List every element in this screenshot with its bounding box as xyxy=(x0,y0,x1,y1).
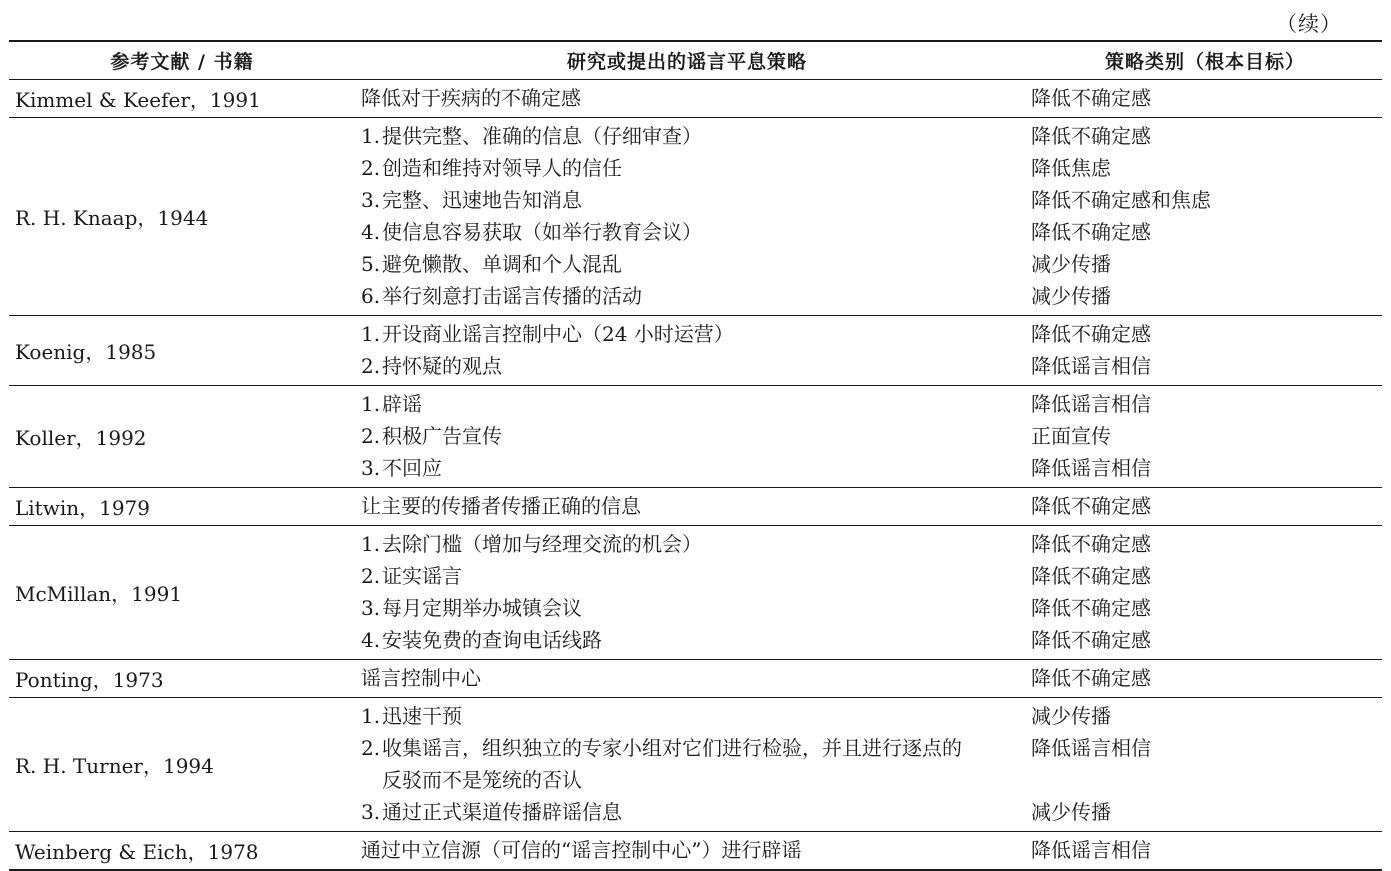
strategy-item xyxy=(361,592,1019,624)
strategy-text: 开设商业谣言控制中心（24 小时运营） xyxy=(382,322,734,346)
header-category: 策略类别（根本目标） xyxy=(1019,41,1382,80)
strategy-text: 迅速干预 xyxy=(382,704,462,728)
strategy-number: 2. xyxy=(361,354,381,378)
strategy-cell xyxy=(355,316,1019,386)
reference-cell xyxy=(9,832,355,871)
strategy-text: 使信息容易获取（如举行教育会议） xyxy=(382,220,702,244)
category-cell xyxy=(1019,526,1382,660)
continued-label: （续） xyxy=(1276,12,1342,36)
strategy-cell xyxy=(355,118,1019,316)
strategy-text: 通过中立信源（可信的“谣言控制中心”）进行辟谣 xyxy=(361,838,802,862)
strategy-text: 持怀疑的观点 xyxy=(382,354,502,378)
strategy-cell xyxy=(355,660,1019,698)
strategy-number: 6. xyxy=(361,284,381,308)
table-row xyxy=(9,832,1382,871)
strategy-number: 4. xyxy=(361,220,381,244)
table-row xyxy=(9,698,1382,832)
strategy-cell xyxy=(355,832,1019,871)
category-text: 降低不确定感 xyxy=(1031,86,1151,110)
category-text: 正面宣传 xyxy=(1031,424,1111,448)
strategy-number: 2. xyxy=(361,156,381,180)
strategy-number: 1. xyxy=(361,392,381,416)
reference-cell xyxy=(9,526,355,660)
table-row xyxy=(9,316,1382,386)
strategy-text: 积极广告宣传 xyxy=(382,424,502,448)
strategy-text: 完整、迅速地告知消息 xyxy=(382,188,582,212)
category-text: 降低不确定感 xyxy=(1031,322,1151,346)
table-header-row xyxy=(9,41,1382,80)
reference-cell xyxy=(9,80,355,118)
strategy-number: 1. xyxy=(361,124,381,148)
category-spacer xyxy=(1031,764,1382,796)
category-cell xyxy=(1019,386,1382,488)
strategy-number: 4. xyxy=(361,628,381,652)
category-text: 降低谣言相信 xyxy=(1031,354,1151,378)
reference-cell xyxy=(9,118,355,316)
category-text: 降低谣言相信 xyxy=(1031,838,1151,862)
strategy-item xyxy=(361,796,1019,828)
category-text: 降低不确定感 xyxy=(1031,124,1151,148)
strategy-number: 2. xyxy=(361,736,381,760)
strategy-text: 让主要的传播者传播正确的信息 xyxy=(361,494,641,518)
category-cell xyxy=(1019,80,1382,118)
strategy-number: 5. xyxy=(361,252,381,276)
reference-cell xyxy=(9,488,355,526)
strategy-number: 3. xyxy=(361,596,381,620)
strategy-item xyxy=(361,732,1019,796)
strategy-item xyxy=(361,120,1019,152)
reference-text: Kimmel & Keefer，1991 xyxy=(15,87,261,112)
strategy-item xyxy=(361,452,1019,484)
category-text: 降低焦虑 xyxy=(1031,156,1111,180)
strategy-cell xyxy=(355,698,1019,832)
strategy-item xyxy=(361,152,1019,184)
strategy-item xyxy=(361,700,1019,732)
table-body xyxy=(9,80,1382,871)
strategy-text: 避免懒散、单调和个人混乱 xyxy=(382,252,622,276)
category-cell xyxy=(1019,832,1382,871)
reference-text: Ponting，1973 xyxy=(15,667,164,692)
strategy-text: 谣言控制中心 xyxy=(361,666,481,690)
strategy-item xyxy=(361,528,1019,560)
strategy-number: 3. xyxy=(361,456,381,480)
strategy-number: 1. xyxy=(361,322,381,346)
table-row xyxy=(9,386,1382,488)
category-cell xyxy=(1019,698,1382,832)
strategy-text: 每月定期举办城镇会议 xyxy=(382,596,582,620)
strategy-number: 1. xyxy=(361,532,381,556)
strategy-item xyxy=(361,420,1019,452)
table-row xyxy=(9,488,1382,526)
reference-cell xyxy=(9,698,355,832)
strategy-item xyxy=(361,248,1019,280)
reference-text: Weinberg & Eich，1978 xyxy=(15,839,259,864)
strategy-number: 2. xyxy=(361,424,381,448)
table-row xyxy=(9,80,1382,118)
reference-text: Litwin，1979 xyxy=(15,495,151,520)
reference-text: Koller，1992 xyxy=(15,425,147,450)
strategy-item xyxy=(361,280,1019,312)
strategy-number: 2. xyxy=(361,564,381,588)
strategy-item xyxy=(361,662,1019,694)
category-text: 减少传播 xyxy=(1031,252,1111,276)
strategy-text: 降低对于疾病的不确定感 xyxy=(361,86,581,110)
strategy-text: 去除门槛（增加与经理交流的机会） xyxy=(382,532,702,556)
strategy-item xyxy=(361,624,1019,656)
reference-text: Koenig，1985 xyxy=(15,339,157,364)
category-text: 降低谣言相信 xyxy=(1031,456,1151,480)
strategy-text: 证实谣言 xyxy=(382,564,462,588)
category-cell xyxy=(1019,660,1382,698)
reference-cell xyxy=(9,386,355,488)
category-cell xyxy=(1019,488,1382,526)
category-text: 降低不确定感 xyxy=(1031,596,1151,620)
category-text: 降低不确定感 xyxy=(1031,564,1151,588)
strategy-item xyxy=(361,560,1019,592)
strategy-text: 不回应 xyxy=(382,456,442,480)
strategy-text: 举行刻意打击谣言传播的活动 xyxy=(382,284,642,308)
category-text: 减少传播 xyxy=(1031,704,1111,728)
strategy-item xyxy=(361,388,1019,420)
strategy-text: 安装免费的查询电话线路 xyxy=(382,628,602,652)
category-text: 降低谣言相信 xyxy=(1031,736,1151,760)
strategy-cell xyxy=(355,526,1019,660)
document-page xyxy=(9,0,1382,871)
reference-text: R. H. Knaap，1944 xyxy=(15,205,209,230)
category-text: 降低不确定感和焦虑 xyxy=(1031,188,1211,212)
category-text: 降低不确定感 xyxy=(1031,532,1151,556)
strategy-text: 反驳而不是笼统的否认 xyxy=(382,768,582,792)
strategy-item xyxy=(361,184,1019,216)
category-cell xyxy=(1019,316,1382,386)
category-text: 降低不确定感 xyxy=(1031,628,1151,652)
strategy-text: 收集谣言，组织独立的专家小组对它们进行检验，并且进行逐点的 xyxy=(382,736,962,760)
strategy-number: 1. xyxy=(361,704,381,728)
category-text: 减少传播 xyxy=(1031,800,1111,824)
category-text: 减少传播 xyxy=(1031,284,1111,308)
reference-text: McMillan，1991 xyxy=(15,581,183,606)
category-text: 降低不确定感 xyxy=(1031,494,1151,518)
strategy-text: 通过正式渠道传播辟谣信息 xyxy=(382,800,622,824)
reference-cell xyxy=(9,316,355,386)
category-text: 降低不确定感 xyxy=(1031,220,1151,244)
strategy-cell xyxy=(355,488,1019,526)
reference-text: R. H. Turner，1994 xyxy=(15,753,214,778)
strategy-item xyxy=(361,82,1019,114)
strategy-number: 3. xyxy=(361,800,381,824)
reference-cell xyxy=(9,660,355,698)
strategy-text: 创造和维持对领导人的信任 xyxy=(382,156,622,180)
strategy-item xyxy=(361,350,1019,382)
strategy-item xyxy=(361,318,1019,350)
table-row xyxy=(9,660,1382,698)
category-text: 降低谣言相信 xyxy=(1031,392,1151,416)
header-reference: 参考文献 / 书籍 xyxy=(9,41,355,80)
category-text: 降低不确定感 xyxy=(1031,666,1151,690)
strategy-cell xyxy=(355,80,1019,118)
strategy-text: 辟谣 xyxy=(382,392,422,416)
category-cell xyxy=(1019,118,1382,316)
rumor-strategy-table xyxy=(9,40,1382,871)
strategy-item xyxy=(361,834,1019,866)
header-strategy: 研究或提出的谣言平息策略 xyxy=(355,41,1019,80)
strategy-item xyxy=(361,216,1019,248)
strategy-item xyxy=(361,490,1019,522)
table-row xyxy=(9,118,1382,316)
table-row xyxy=(9,526,1382,660)
strategy-text: 提供完整、准确的信息（仔细审查） xyxy=(382,124,702,148)
strategy-cell xyxy=(355,386,1019,488)
strategy-number: 3. xyxy=(361,188,381,212)
